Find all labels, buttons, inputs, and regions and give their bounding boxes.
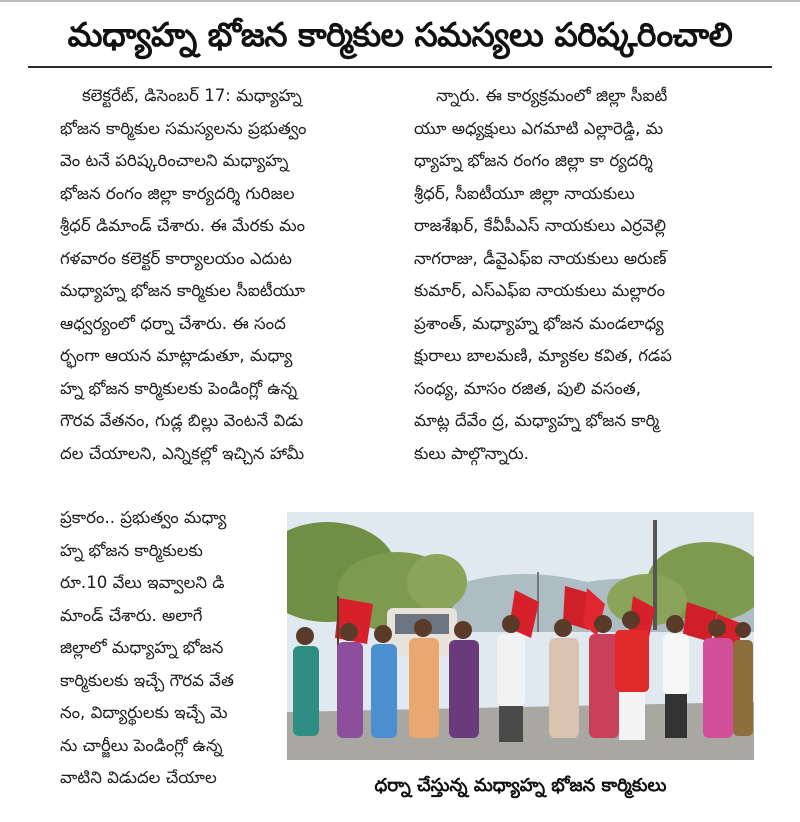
article-text-line: వాటిని విడుదల చేయాల [60, 768, 217, 787]
article-text-line: శ్రీధర్ డిమాండ్ చేశారు. ఈ మేరకు మం [60, 216, 306, 235]
article-text-line: హ్న భోజన కార్మికులకు [60, 540, 203, 560]
headline-underline [28, 66, 772, 68]
article-text-line: భోజన కార్మికుల సమస్యలను ప్రభుత్వం [60, 118, 307, 138]
article-text-line: శ్రీధర్, సీఐటీయూ జిల్లా నాయకులు [414, 183, 635, 203]
article-text-line: వెం టనే పరిష్కరించాలని మధ్యాహ్న [60, 151, 289, 170]
article-text-line: గళవారం కలెక్టర్ కార్యాలయం ఎదుట [60, 248, 292, 268]
article-body-right-column [414, 80, 760, 470]
article-text-line: భోజన రంగం జిల్లా కార్యదర్శి గురిజల [60, 183, 295, 203]
article-text-line: జిల్లాలో మధ్యాహ్న భోజన [60, 638, 224, 657]
article-text-line: ఆధ్వర్యంలో ధర్నా చేశారు. ఈ సంద [60, 313, 286, 333]
article-text-line: కులు పాల్గొన్నారు. [414, 443, 529, 463]
article-text-line: కార్మికులకు ఇచ్చే గౌరవ వేత [60, 670, 234, 690]
photo-caption: ధర్నా చేస్తున్న మధ్యాహ్న భోజన కార్మికులు [374, 775, 667, 796]
article-text-line: మాట్ల దేవేం ద్ర, మధ్యాహ్న భోజన కార్మి [414, 411, 660, 430]
article-text-line: గౌరవ వేతనం, గుడ్ల బిల్లు వెంటనే విడు [60, 411, 304, 430]
article-text-line: నాగరాజు, డీవైఎఫ్ఐ నాయకులు అరుణ్ [414, 248, 667, 268]
article-text-line: కలెక్టరేట్, డిసెంబర్ 17: మధ్యాహ్న [82, 86, 302, 105]
protest-photo [287, 512, 754, 760]
article-text-line: రాజశేఖర్, కేవీపీఎస్ నాయకులు ఎర్రవెల్లి [414, 216, 667, 235]
article-text-line: నం, విద్యార్థులకు ఇచ్చే మె [60, 703, 228, 722]
article-text-line: క్షురాలు బాలమణి, మ్యాకల కవిత, గడప [414, 346, 672, 365]
article-text-line: హ్న భోజన కార్మికులకు పెండింగ్లో ఉన్న [60, 378, 298, 398]
article-text-line: న్నారు. ఈ కార్యక్రమంలో జిల్లా సీఐటీ [436, 86, 668, 105]
article-text-line: యూ అధ్యక్షులు ఎగమాటి ఎల్లారెడ్డి, మ [414, 118, 664, 138]
article-text-line: ర్భంగా ఆయన మాట్లాడుతూ, మధ్యా [60, 346, 293, 365]
article-body-left-narrow-column [60, 502, 278, 795]
article-headline: మధ్యాహ్న భోజన కార్మికుల సమస్యలు పరిష్కరించాలి [67, 15, 733, 54]
top-border-rule [0, 0, 800, 2]
article-text-line: మధ్యాహ్న భోజన కార్మికుల సీఐటీయూ [60, 281, 306, 300]
article-body-left-column [60, 80, 400, 470]
article-text-line: ధ్యాహ్న భోజన రంగం జిల్లా కా ర్యదర్శి [414, 151, 653, 170]
article-text-line: సంధ్య, మాసం రజిత, పులి వసంత, [414, 378, 641, 398]
article-text-line: దల చేయాలని, ఎన్నికల్లో ఇచ్చిన హామీ [60, 443, 305, 463]
article-text-line: కుమార్, ఎస్ఎఫ్ఐ నాయకులు మల్లారం [414, 281, 666, 300]
article-text-line: ప్రశాంత్, మధ్యాహ్న భోజన మండలాధ్య [414, 313, 664, 333]
article-text-line: మాండ్ చేశారు. అలాగే [60, 605, 203, 625]
article-text-line: ను చార్జీలు పెండింగ్లో ఉన్న [60, 735, 223, 755]
article-text-line: రూ.10 వేలు ఇవ్వాలని డి [60, 573, 225, 592]
article-text-line: ప్రకారం.. ప్రభుత్వం మధ్యా [60, 508, 227, 527]
